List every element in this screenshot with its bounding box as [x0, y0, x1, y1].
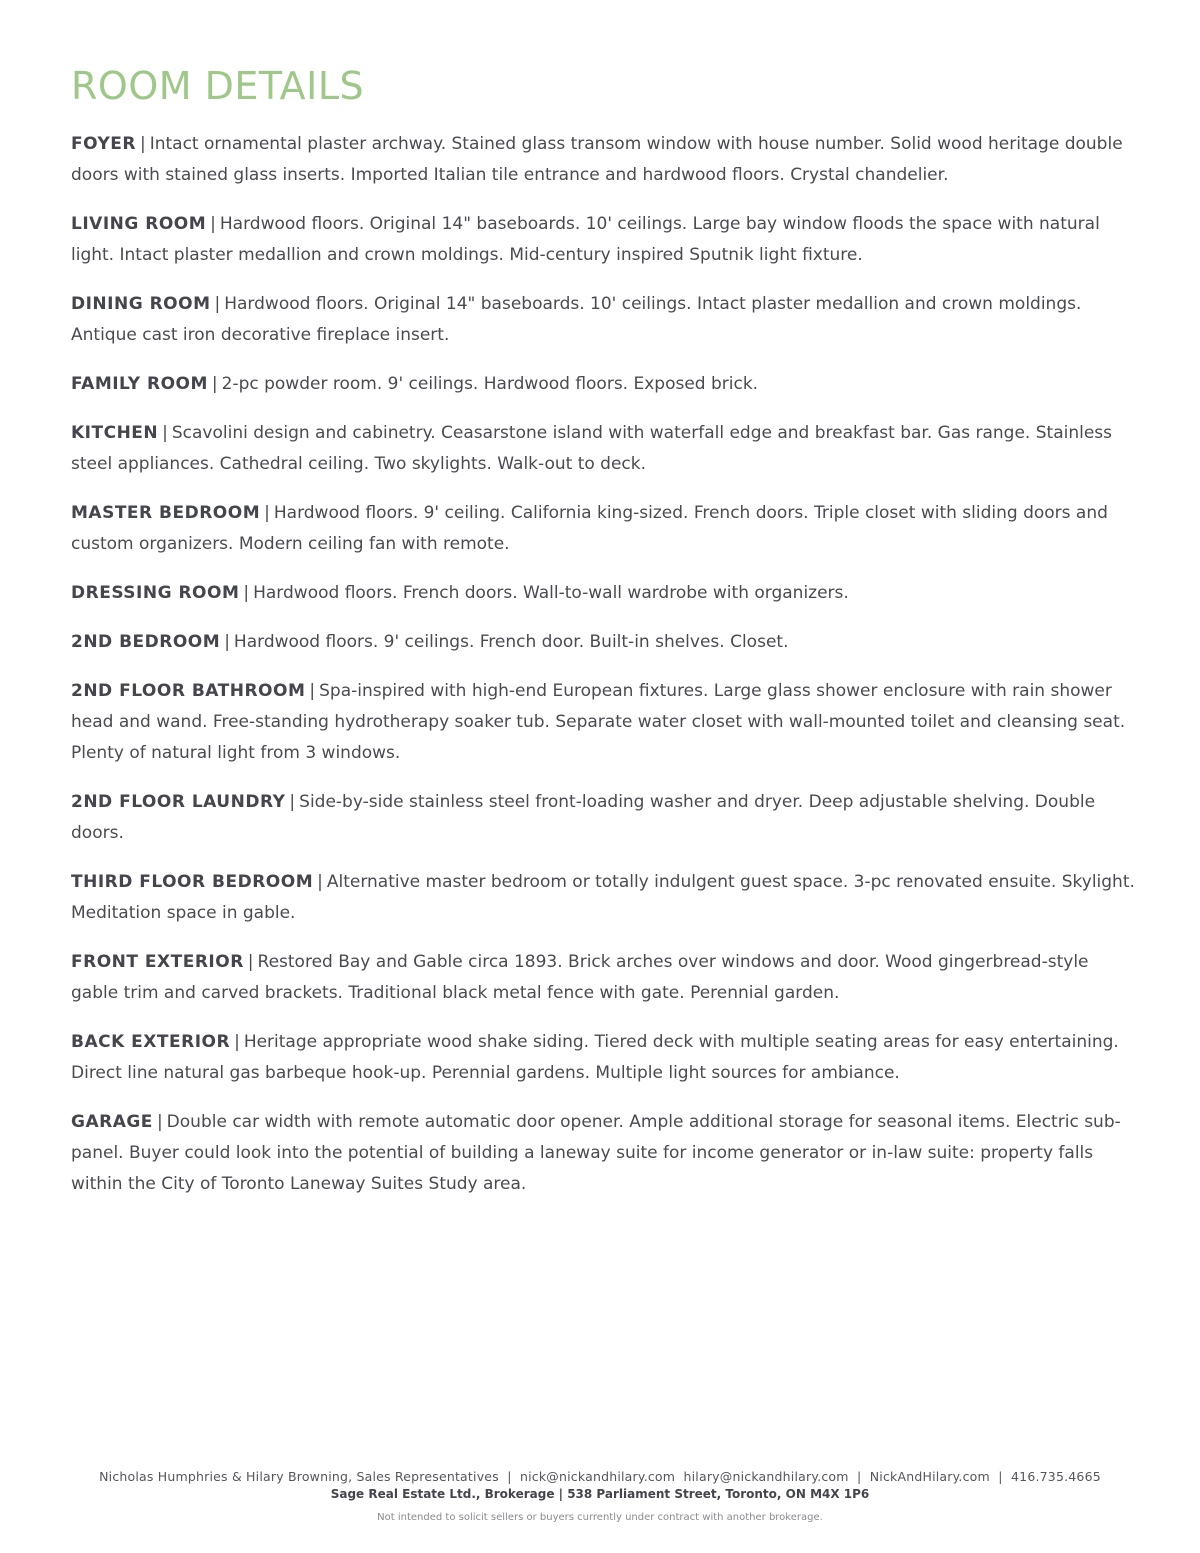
separator: | — [247, 952, 254, 972]
room-name: FOYER — [71, 134, 136, 154]
separator: | — [214, 294, 221, 314]
room-entry-dining-room — [71, 289, 1141, 351]
separator: | — [243, 583, 250, 603]
room-name: MASTER BEDROOM — [71, 503, 261, 523]
separator: | — [264, 503, 270, 523]
room-description: Double car width with remote automatic door opener. Ample additional storage for seasonal items. Electric sub-panel. Buyer could look into the potential of building a laneway suite for income generator or in-law suite: property falls within the City of Toronto Laneway Suites Study area. — [71, 1112, 1121, 1194]
separator: | — [224, 632, 230, 652]
room-name: 2ND FLOOR LAUNDRY — [71, 792, 286, 812]
room-entry-master-bedroom — [71, 498, 1141, 560]
room-name: LIVING ROOM — [71, 214, 207, 234]
room-description: Hardwood floors. 9' ceilings. French door. Built-in shelves. Closet. — [233, 632, 789, 652]
separator: | — [289, 792, 296, 812]
room-description: 2-pc powder room. 9' ceilings. Hardwood floors. Exposed brick. — [221, 374, 759, 394]
room-entry-garage — [71, 1107, 1141, 1200]
room-name: KITCHEN — [71, 423, 159, 443]
separator: | — [211, 374, 218, 394]
room-entry-front-exterior — [71, 947, 1141, 1009]
room-name: FAMILY ROOM — [71, 374, 208, 394]
room-entry-2nd-bedroom — [71, 627, 1141, 658]
separator: | — [317, 872, 323, 892]
room-name: BACK EXTERIOR — [71, 1032, 231, 1052]
room-description: Intact ornamental plaster archway. Stained glass transom window with house number. Solid wood heritage double doors with stained glass inserts. Imported Italian tile entrance and hardwood floors. Crystal chandelier. — [71, 134, 1123, 185]
room-entry-third-floor-bedroom — [71, 867, 1141, 929]
separator: | — [156, 1112, 163, 1132]
room-description: Spa-inspired with high-end European fixtures. Large glass shower enclosure with rain shower head and wand. Free-standing hydrotherapy soaker tub. Separate water closet with wall-mounted toilet and cleansing seat. Plenty of natural light from 3 windows. — [71, 681, 1126, 763]
footer-disclaimer: Not intended to solicit sellers or buyers currently under contract with another brokerage. — [377, 1512, 823, 1523]
room-entry-foyer — [71, 129, 1141, 191]
room-name: FRONT EXTERIOR — [71, 952, 244, 972]
room-name: 2ND FLOOR BATHROOM — [71, 681, 306, 701]
room-name: GARAGE — [71, 1112, 153, 1132]
room-entry-2nd-floor-laundry — [71, 787, 1141, 849]
room-description: Hardwood floors. Original 14" baseboards. 10' ceilings. Large bay window floods the space with natural light. Intact plaster medallion and crown moldings. Mid-century inspired Sputnik light fixture. — [71, 214, 1100, 265]
room-description: Alternative master bedroom or totally indulgent guest space. 3-pc renovated ensuite. Skylight. Meditation space in gable. — [71, 872, 1135, 923]
separator: | — [139, 134, 146, 154]
room-name: THIRD FLOOR BEDROOM — [71, 872, 314, 892]
room-details-list — [71, 129, 1141, 1218]
room-description: Heritage appropriate wood shake siding. Tiered deck with multiple seating areas for easy entertaining. Direct line natural gas barbeque hook-up. Perennial gardens. Multiple light sources for ambiance. — [71, 1032, 1119, 1083]
footer-contacts: Nicholas Humphries & Hilary Browning, Sales Representatives | nick@nickandhilary.com hilary@nickandhilary.com | NickAndHilary.com | 416.735.4665 — [99, 1469, 1101, 1484]
separator: | — [309, 681, 316, 701]
room-description: Restored Bay and Gable circa 1893. Brick arches over windows and door. Wood gingerbread-style gable trim and carved brackets. Traditional black metal fence with gate. Perennial garden. — [71, 952, 1089, 1003]
room-entry-2nd-floor-bathroom — [71, 676, 1141, 769]
page-title: ROOM DETAILS — [71, 64, 365, 108]
room-name: DRESSING ROOM — [71, 583, 240, 603]
room-entry-dressing-room — [71, 578, 1141, 609]
footer-brokerage: Sage Real Estate Ltd., Brokerage | 538 Parliament Street, Toronto, ON M4X 1P6 — [330, 1487, 870, 1501]
room-entry-back-exterior — [71, 1027, 1141, 1089]
separator: | — [210, 214, 216, 234]
separator: | — [162, 423, 168, 443]
room-description: Hardwood floors. French doors. Wall-to-wall wardrobe with organizers. — [253, 583, 849, 603]
room-description: Scavolini design and cabinetry. Ceasarstone island with waterfall edge and breakfast bar. Gas range. Stainless steel appliances. Cathedral ceiling. Two skylights. Walk-out to deck. — [71, 423, 1113, 474]
room-description: Hardwood floors. 9' ceiling. California king-sized. French doors. Triple closet with sliding doors and custom organizers. Modern ceiling fan with remote. — [71, 503, 1108, 554]
room-entry-family-room — [71, 369, 1141, 400]
room-entry-kitchen — [71, 418, 1141, 480]
room-name: 2ND BEDROOM — [71, 632, 221, 652]
room-entry-living-room — [71, 209, 1141, 271]
room-name: DINING ROOM — [71, 294, 211, 314]
separator: | — [234, 1032, 240, 1052]
room-description: Hardwood floors. Original 14" baseboards. 10' ceilings. Intact plaster medallion and crown moldings. Antique cast iron decorative fireplace insert. — [71, 294, 1082, 345]
room-description: Side-by-side stainless steel front-loading washer and dryer. Deep adjustable shelving. Double doors. — [71, 792, 1096, 843]
